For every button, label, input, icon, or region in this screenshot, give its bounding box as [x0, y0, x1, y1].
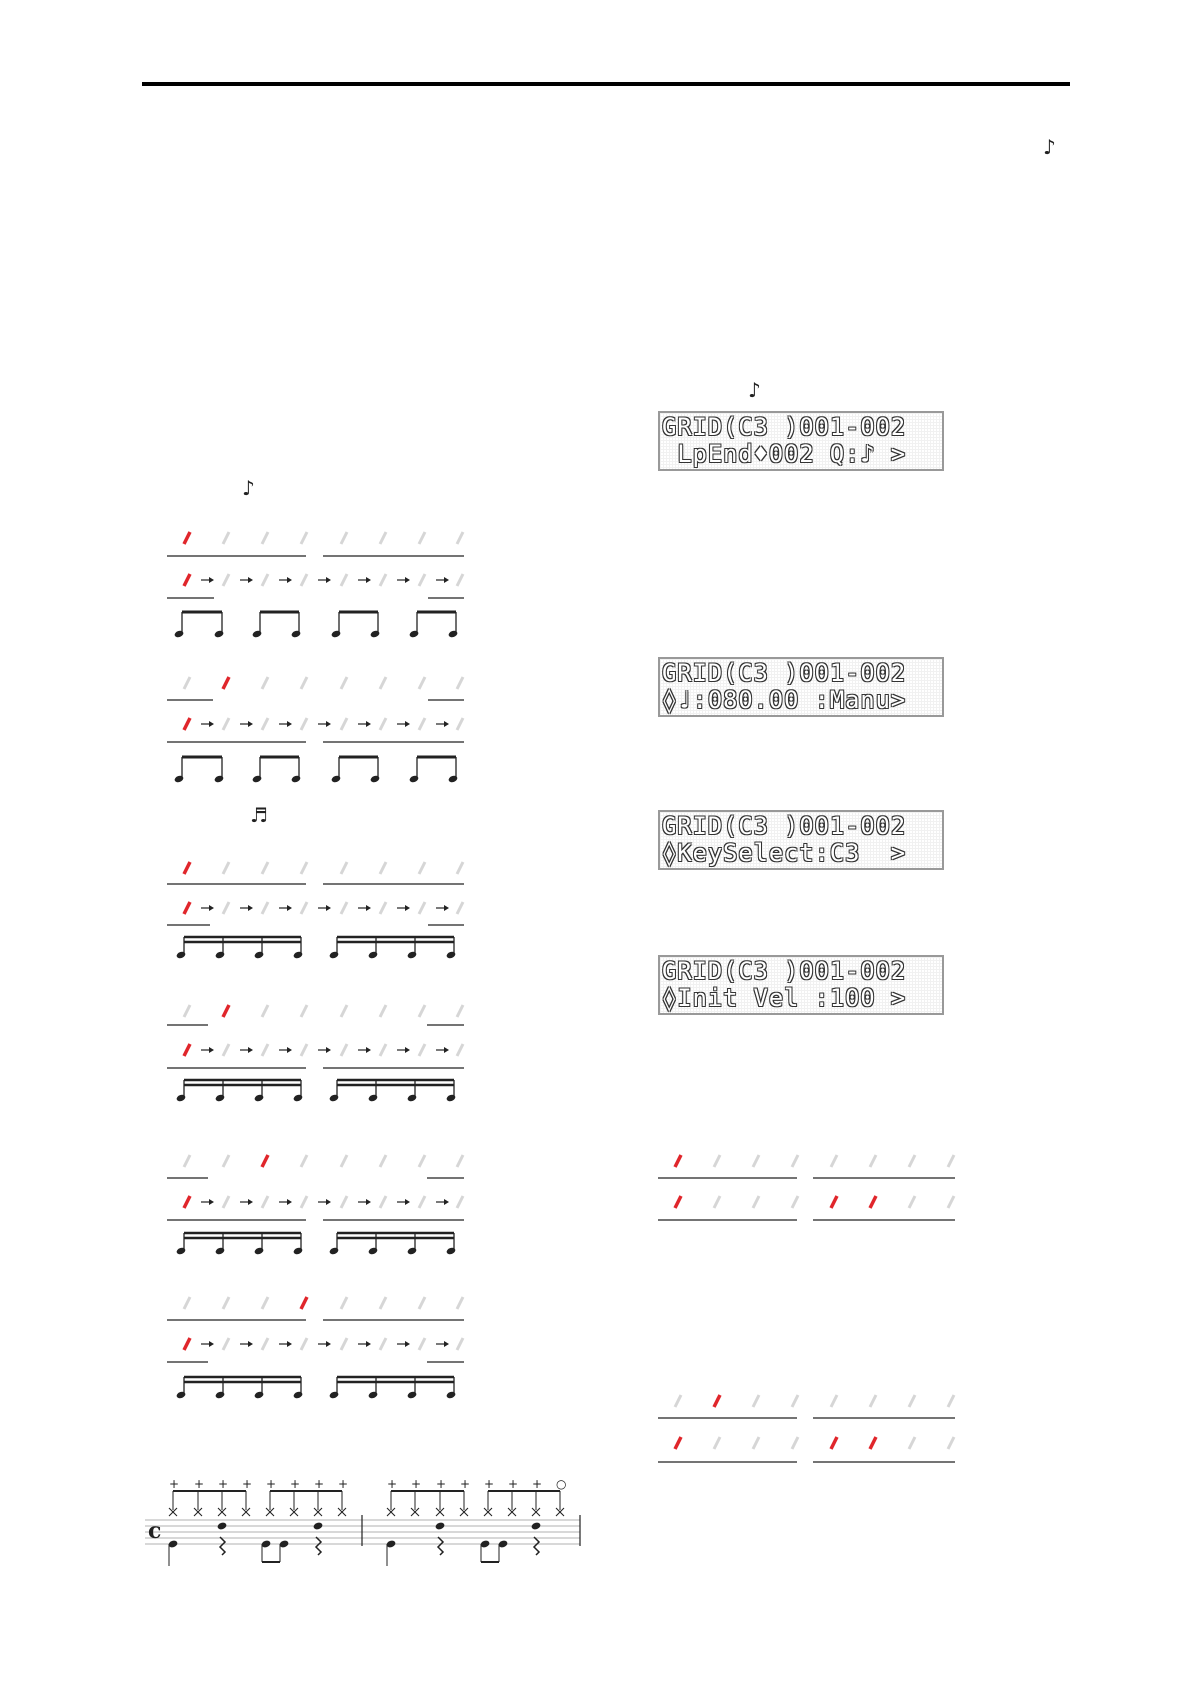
- right-arrow-icon: [366, 577, 371, 583]
- step-slash-icon: [184, 902, 190, 914]
- step-slash-icon: [341, 677, 347, 689]
- right-arrow-icon: [287, 1341, 292, 1347]
- right-arrow-icon: [248, 905, 253, 911]
- snare-note-head: [435, 1521, 446, 1530]
- step-slash-icon: [223, 532, 229, 544]
- step-slash-icon: [223, 1005, 229, 1017]
- right-arrow-icon: [209, 1199, 214, 1205]
- right-arrow-icon: [326, 577, 331, 583]
- step-slash-icon: [262, 1196, 268, 1208]
- step-slash-icon: [262, 1044, 268, 1056]
- note-head: [446, 1247, 457, 1256]
- step-slash-icon: [184, 1338, 190, 1350]
- step-slash-icon: [753, 1155, 759, 1167]
- step-slash-icon: [301, 574, 307, 586]
- note-head: [446, 951, 457, 960]
- step-slash-icon: [753, 1196, 759, 1208]
- note-head: [293, 951, 304, 960]
- step-slash-icon: [714, 1395, 720, 1407]
- note-head: [215, 1247, 226, 1256]
- note-head: [252, 630, 263, 639]
- step-slash-icon: [341, 1338, 347, 1350]
- step-slash-icon: [184, 718, 190, 730]
- step-slash-icon: [301, 1044, 307, 1056]
- eighth-note-icon: ♪: [242, 476, 255, 500]
- step-slash-icon: [419, 718, 425, 730]
- step-slash-icon: [301, 862, 307, 874]
- step-slash-icon: [184, 1297, 190, 1309]
- step-slash-icon: [419, 1196, 425, 1208]
- step-slash-icon: [792, 1196, 798, 1208]
- note-head: [174, 630, 185, 639]
- note-head: [329, 1094, 340, 1103]
- right-arrow-icon: [287, 905, 292, 911]
- step-slash-icon: [223, 1297, 229, 1309]
- step-slash-icon: [380, 902, 386, 914]
- step-slash-icon: [380, 718, 386, 730]
- quarter-rest-icon: [316, 1537, 321, 1555]
- right-arrow-icon: [405, 905, 410, 911]
- step-slash-icon: [184, 1155, 190, 1167]
- step-slash-icon: [831, 1155, 837, 1167]
- step-slash-icon: [184, 1044, 190, 1056]
- step-slash-icon: [457, 902, 463, 914]
- lcd-line-1: GRID(C3 )001-002: [662, 812, 906, 840]
- note-head: [407, 1391, 418, 1400]
- note-head: [176, 1391, 187, 1400]
- step-slash-icon: [419, 1338, 425, 1350]
- step-slash-icon: [223, 718, 229, 730]
- step-slash-icon: [301, 1005, 307, 1017]
- step-slash-icon: [184, 862, 190, 874]
- right-arrow-icon: [287, 1047, 292, 1053]
- step-slash-icon: [948, 1155, 954, 1167]
- step-slash-icon: [262, 532, 268, 544]
- right-arrow-icon: [287, 577, 292, 583]
- step-slash-icon: [419, 574, 425, 586]
- step-slash-icon: [457, 1297, 463, 1309]
- step-slash-icon: [341, 902, 347, 914]
- note-head: [370, 630, 381, 639]
- note-head: [176, 951, 187, 960]
- step-slash-icon: [419, 862, 425, 874]
- step-slash-icon: [262, 574, 268, 586]
- step-slash-icon: [380, 1155, 386, 1167]
- right-arrow-icon: [326, 1199, 331, 1205]
- step-slash-icon: [223, 1196, 229, 1208]
- right-arrow-icon: [287, 1199, 292, 1205]
- step-slash-icon: [457, 718, 463, 730]
- step-slash-icon: [753, 1395, 759, 1407]
- step-slash-icon: [870, 1395, 876, 1407]
- step-slash-icon: [262, 677, 268, 689]
- step-slash-icon: [380, 532, 386, 544]
- right-arrow-icon: [248, 1047, 253, 1053]
- note-head: [176, 1094, 187, 1103]
- note-head: [293, 1391, 304, 1400]
- step-slash-icon: [419, 532, 425, 544]
- step-slash-icon: [948, 1395, 954, 1407]
- closed-hihat-mark: +: [169, 1477, 180, 1491]
- note-head: [329, 951, 340, 960]
- step-slash-icon: [301, 1338, 307, 1350]
- step-slash-icon: [301, 1196, 307, 1208]
- step-slash-icon: [457, 1338, 463, 1350]
- right-arrow-icon: [326, 721, 331, 727]
- step-slash-icon: [714, 1196, 720, 1208]
- closed-hihat-mark: +: [387, 1477, 398, 1491]
- step-slash-icon: [262, 862, 268, 874]
- step-slash-icon: [223, 1155, 229, 1167]
- step-slash-icon: [419, 1297, 425, 1309]
- closed-hihat-mark: +: [242, 1477, 253, 1491]
- step-slash-icon: [223, 677, 229, 689]
- note-head: [254, 1094, 265, 1103]
- step-slash-icon: [301, 1155, 307, 1167]
- note-head: [254, 951, 265, 960]
- right-arrow-icon: [209, 577, 214, 583]
- step-slash-icon: [262, 1155, 268, 1167]
- step-slash-icon: [675, 1437, 681, 1449]
- step-slash-icon: [380, 1196, 386, 1208]
- note-head: [254, 1247, 265, 1256]
- right-arrow-icon: [405, 721, 410, 727]
- right-arrow-icon: [209, 721, 214, 727]
- step-slash-icon: [675, 1155, 681, 1167]
- step-slash-icon: [419, 1044, 425, 1056]
- step-slash-icon: [457, 532, 463, 544]
- right-arrow-icon: [209, 1047, 214, 1053]
- lcd-line-2: ◊♩:080.00 :Manu>: [662, 686, 906, 714]
- step-slash-icon: [223, 862, 229, 874]
- eighth-note-icon: ♪: [1043, 135, 1056, 159]
- step-slash-icon: [714, 1155, 720, 1167]
- closed-hihat-mark: +: [218, 1477, 229, 1491]
- step-slash-icon: [341, 862, 347, 874]
- step-slash-icon: [301, 718, 307, 730]
- note-head: [368, 951, 379, 960]
- step-slash-icon: [457, 574, 463, 586]
- right-arrow-icon: [444, 905, 449, 911]
- note-head: [174, 775, 185, 784]
- step-slash-icon: [419, 677, 425, 689]
- step-slash-icon: [380, 862, 386, 874]
- open-hihat-mark: ○: [556, 1477, 567, 1491]
- right-arrow-icon: [405, 1199, 410, 1205]
- closed-hihat-mark: +: [411, 1477, 422, 1491]
- note-head: [407, 951, 418, 960]
- right-arrow-icon: [405, 1047, 410, 1053]
- lcd-line-2: LpEnd♦002 Q:♪ >: [662, 440, 906, 468]
- note-head: [293, 1247, 304, 1256]
- note-head: [215, 951, 226, 960]
- step-slash-icon: [792, 1395, 798, 1407]
- step-slash-icon: [380, 574, 386, 586]
- step-slash-icon: [184, 677, 190, 689]
- step-slash-icon: [380, 1005, 386, 1017]
- step-slash-icon: [341, 1005, 347, 1017]
- step-slash-icon: [909, 1196, 915, 1208]
- lcd-line-1: GRID(C3 )001-002: [662, 413, 906, 441]
- step-slash-icon: [675, 1395, 681, 1407]
- note-head: [368, 1391, 379, 1400]
- note-head: [368, 1094, 379, 1103]
- step-slash-icon: [948, 1437, 954, 1449]
- right-arrow-icon: [248, 1199, 253, 1205]
- note-head: [293, 1094, 304, 1103]
- note-head: [407, 1094, 418, 1103]
- note-head: [409, 775, 420, 784]
- note-head: [446, 1094, 457, 1103]
- note-head: [329, 1247, 340, 1256]
- right-arrow-icon: [209, 905, 214, 911]
- closed-hihat-mark: +: [266, 1477, 277, 1491]
- note-head: [252, 775, 263, 784]
- note-head: [370, 775, 381, 784]
- right-arrow-icon: [444, 577, 449, 583]
- step-slash-icon: [675, 1196, 681, 1208]
- step-slash-icon: [341, 718, 347, 730]
- step-slash-icon: [457, 1044, 463, 1056]
- closed-hihat-mark: +: [290, 1477, 301, 1491]
- right-arrow-icon: [287, 721, 292, 727]
- closed-hihat-mark: +: [338, 1477, 349, 1491]
- sixteenth-note-icon: ♬: [250, 803, 268, 827]
- step-slash-icon: [223, 1338, 229, 1350]
- right-arrow-icon: [326, 1047, 331, 1053]
- lcd-line-1: GRID(C3 )001-002: [662, 659, 906, 687]
- time-signature-common: c: [148, 1518, 162, 1544]
- step-slash-icon: [457, 1196, 463, 1208]
- step-slash-icon: [262, 1338, 268, 1350]
- step-slash-icon: [831, 1395, 837, 1407]
- step-slash-icon: [223, 1044, 229, 1056]
- snare-note-head: [217, 1521, 228, 1530]
- closed-hihat-mark: +: [436, 1477, 447, 1491]
- step-slash-icon: [753, 1437, 759, 1449]
- note-head: [368, 1247, 379, 1256]
- right-arrow-icon: [444, 1047, 449, 1053]
- lcd-line-1: GRID(C3 )001-002: [662, 957, 906, 985]
- right-arrow-icon: [444, 721, 449, 727]
- step-slash-icon: [262, 718, 268, 730]
- step-slash-icon: [184, 574, 190, 586]
- snare-note-head: [313, 1521, 324, 1530]
- step-slash-icon: [419, 1155, 425, 1167]
- step-slash-icon: [262, 1005, 268, 1017]
- step-slash-icon: [457, 1155, 463, 1167]
- step-slash-icon: [262, 902, 268, 914]
- step-slash-icon: [184, 1196, 190, 1208]
- closed-hihat-mark: +: [194, 1477, 205, 1491]
- right-arrow-icon: [444, 1199, 449, 1205]
- right-arrow-icon: [248, 1341, 253, 1347]
- step-slash-icon: [457, 677, 463, 689]
- snare-note-head: [531, 1521, 542, 1530]
- right-arrow-icon: [366, 1341, 371, 1347]
- step-slash-icon: [341, 1155, 347, 1167]
- step-slash-icon: [341, 1044, 347, 1056]
- step-slash-icon: [714, 1437, 720, 1449]
- quarter-rest-icon: [438, 1537, 443, 1555]
- right-arrow-icon: [248, 577, 253, 583]
- note-head: [214, 630, 225, 639]
- step-slash-icon: [223, 902, 229, 914]
- right-arrow-icon: [326, 1341, 331, 1347]
- quarter-rest-icon: [220, 1537, 225, 1555]
- step-slash-icon: [301, 677, 307, 689]
- closed-hihat-mark: +: [532, 1477, 543, 1491]
- step-slash-icon: [909, 1155, 915, 1167]
- step-slash-icon: [301, 1297, 307, 1309]
- closed-hihat-mark: +: [314, 1477, 325, 1491]
- step-slash-icon: [262, 1297, 268, 1309]
- right-arrow-icon: [326, 905, 331, 911]
- eighth-note-icon: ♪: [748, 378, 761, 402]
- step-slash-icon: [909, 1437, 915, 1449]
- lcd-line-2: ◊KeySelect:C3 >: [662, 839, 906, 867]
- note-head: [448, 630, 459, 639]
- closed-hihat-mark: +: [484, 1477, 495, 1491]
- step-slash-icon: [301, 532, 307, 544]
- note-head: [448, 775, 459, 784]
- right-arrow-icon: [248, 721, 253, 727]
- step-slash-icon: [870, 1155, 876, 1167]
- right-arrow-icon: [444, 1341, 449, 1347]
- step-slash-icon: [948, 1196, 954, 1208]
- step-slash-icon: [184, 532, 190, 544]
- note-head: [329, 1391, 340, 1400]
- right-arrow-icon: [366, 905, 371, 911]
- step-slash-icon: [341, 1196, 347, 1208]
- closed-hihat-mark: +: [508, 1477, 519, 1491]
- note-head: [331, 775, 342, 784]
- step-slash-icon: [457, 862, 463, 874]
- right-arrow-icon: [366, 1047, 371, 1053]
- note-head: [446, 1391, 457, 1400]
- note-head: [407, 1247, 418, 1256]
- closed-hihat-mark: +: [460, 1477, 471, 1491]
- step-slash-icon: [341, 574, 347, 586]
- step-slash-icon: [457, 1005, 463, 1017]
- step-slash-icon: [380, 1044, 386, 1056]
- step-slash-icon: [870, 1196, 876, 1208]
- step-slash-icon: [380, 1297, 386, 1309]
- step-slash-icon: [184, 1005, 190, 1017]
- step-slash-icon: [341, 1297, 347, 1309]
- step-slash-icon: [419, 902, 425, 914]
- right-arrow-icon: [366, 721, 371, 727]
- right-arrow-icon: [405, 577, 410, 583]
- note-head: [254, 1391, 265, 1400]
- step-slash-icon: [870, 1437, 876, 1449]
- right-arrow-icon: [405, 1341, 410, 1347]
- quarter-rest-icon: [534, 1537, 539, 1555]
- note-head: [291, 775, 302, 784]
- step-slash-icon: [792, 1155, 798, 1167]
- step-slash-icon: [792, 1437, 798, 1449]
- note-head: [409, 630, 420, 639]
- step-slash-icon: [223, 574, 229, 586]
- step-slash-icon: [341, 532, 347, 544]
- step-slash-icon: [831, 1437, 837, 1449]
- note-head: [215, 1391, 226, 1400]
- note-head: [331, 630, 342, 639]
- step-slash-icon: [419, 1005, 425, 1017]
- step-slash-icon: [831, 1196, 837, 1208]
- step-slash-icon: [301, 902, 307, 914]
- step-slash-icon: [380, 677, 386, 689]
- note-head: [291, 630, 302, 639]
- lcd-line-2: ◊Init Vel :100 >: [662, 984, 906, 1012]
- step-slash-icon: [380, 1338, 386, 1350]
- note-head: [215, 1094, 226, 1103]
- right-arrow-icon: [209, 1341, 214, 1347]
- right-arrow-icon: [366, 1199, 371, 1205]
- note-head: [176, 1247, 187, 1256]
- step-slash-icon: [909, 1395, 915, 1407]
- note-head: [214, 775, 225, 784]
